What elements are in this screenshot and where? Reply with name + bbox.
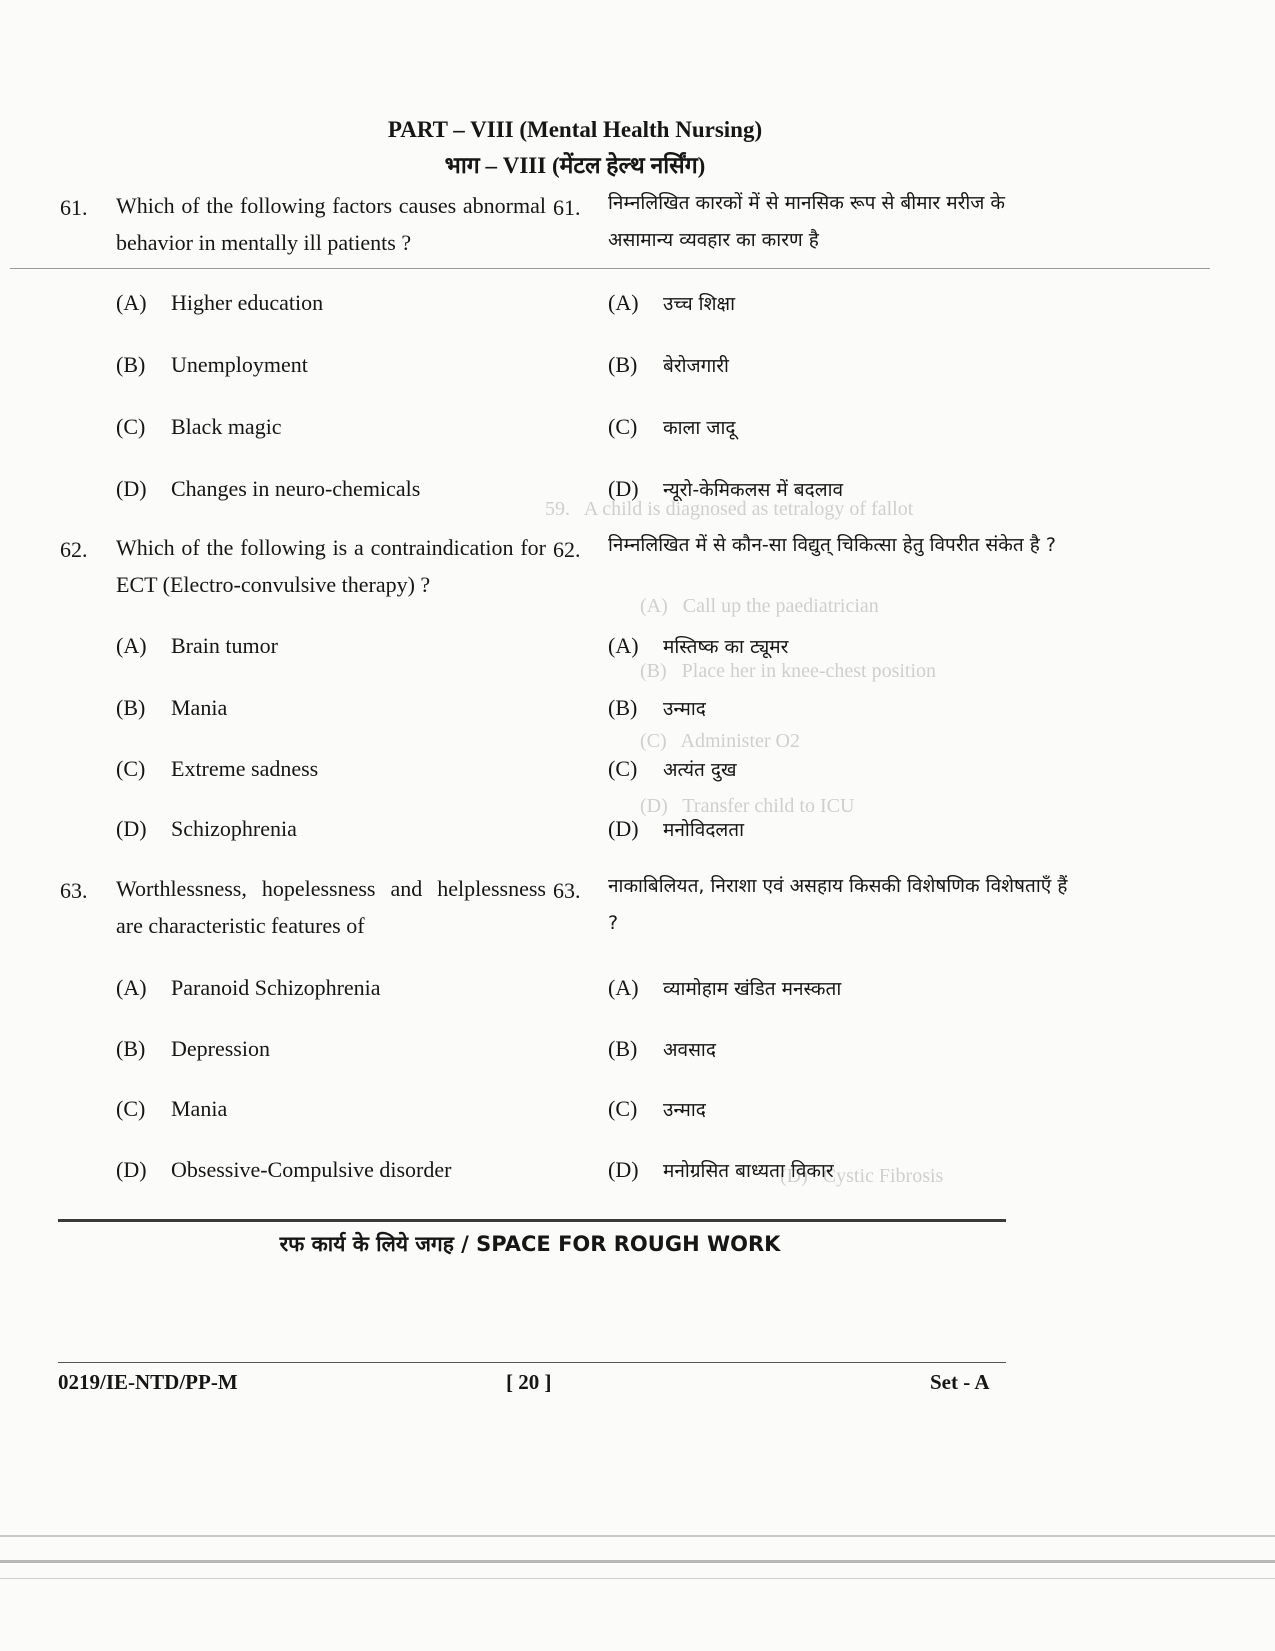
show-through-text: (D) Transfer child to ICU (640, 795, 855, 817)
question-number-en: 63. (60, 878, 88, 903)
show-through-text: (D) Cystic Fibrosis (780, 1165, 944, 1187)
option-b-en (116, 695, 227, 721)
option-text: Unemployment (171, 352, 308, 377)
question-text-hi: नाकाबिलियत, निराशा एवं असहाय किसकी विशेषणिक विशेषताएँ हैं ? (608, 875, 1068, 934)
option-a-en (116, 633, 278, 659)
option-text: उच्च शिक्षा (663, 293, 736, 315)
option-letter: (A) (116, 633, 147, 658)
option-letter: (D) (608, 816, 639, 841)
option-letter: (C) (608, 414, 638, 439)
option-b-en (116, 352, 308, 378)
option-text: Mania (171, 1096, 228, 1121)
option-text: Extreme sadness (171, 756, 319, 781)
option-letter: (D) (116, 816, 147, 841)
question-number-hi: 62. (553, 537, 581, 562)
option-letter: (B) (608, 1036, 638, 1061)
option-text: Mania (171, 695, 228, 720)
option-letter: (A) (116, 290, 147, 315)
option-letter: (B) (116, 695, 146, 720)
option-letter: (D) (116, 1157, 147, 1182)
option-c-hi (608, 414, 735, 440)
option-letter: (B) (608, 352, 638, 377)
option-a-en (116, 290, 323, 316)
option-d-hi (608, 1157, 834, 1183)
option-letter: (B) (608, 695, 638, 720)
question-number-hi: 63. (553, 878, 581, 903)
option-letter: (C) (608, 1096, 638, 1121)
question-text-en: Which of the following factors causes abnormal behavior in mentally ill patients ? (116, 193, 546, 255)
option-letter: (B) (116, 1036, 146, 1061)
option-letter: (A) (116, 975, 147, 1000)
option-b-hi (608, 1036, 716, 1062)
part-title-hi: भाग – VIII (मेंटल हेल्थ नर्सिंग) (444, 153, 706, 178)
option-letter: (C) (608, 756, 638, 781)
question-number-hi: 61. (553, 195, 581, 220)
option-c-en (116, 1096, 227, 1122)
option-text: Brain tumor (171, 633, 278, 658)
option-text: Higher education (171, 290, 324, 315)
option-letter: (A) (608, 633, 639, 658)
rough-work-label: रफ कार्य के लिये जगह / SPACE FOR ROUGH WORK (279, 1232, 781, 1256)
scan-edge-line (0, 1560, 1275, 1563)
scan-edge-line (0, 1535, 1275, 1537)
option-letter: (A) (608, 975, 639, 1000)
option-b-en (116, 1036, 270, 1062)
option-d-en (116, 476, 420, 502)
option-letter: (B) (116, 352, 146, 377)
option-letter: (A) (608, 290, 639, 315)
option-b-hi (608, 695, 706, 721)
option-text: उन्माद (663, 1099, 706, 1121)
option-text: मस्तिष्क का ट्यूमर (663, 636, 789, 658)
show-through-text: (B) Place her in knee-chest position (640, 660, 937, 682)
option-text: उन्माद (663, 698, 706, 720)
option-letter: (C) (116, 1096, 146, 1121)
option-text: बेरोजगारी (663, 355, 729, 377)
option-c-en (116, 756, 318, 782)
option-text: Paranoid Schizophrenia (171, 975, 381, 1000)
option-text: Changes in neuro-chemicals (171, 476, 421, 501)
option-letter: (C) (116, 414, 146, 439)
option-text: Obsessive-Compulsive disorder (171, 1157, 452, 1182)
question-text-hi: निम्नलिखित में से कौन-सा विद्युत् चिकित्सा हेतु विपरीत संकेत है ? (608, 534, 1056, 556)
option-text: अवसाद (663, 1039, 716, 1061)
option-text: Schizophrenia (171, 816, 297, 841)
page-number: [ 20 ] (506, 1370, 552, 1394)
question-text-hi: निम्नलिखित कारकों में से मानसिक रूप से बीमार मरीज के असामान्य व्यवहार का कारण है (608, 192, 1006, 251)
part-title-en: PART – VIII (Mental Health Nursing) (387, 117, 763, 142)
option-a-hi (608, 975, 841, 1001)
option-text: Black magic (171, 414, 282, 439)
option-d-en (116, 1157, 451, 1183)
option-text: मनोविदलता (663, 819, 745, 841)
set-label: Set - A (930, 1370, 990, 1394)
scan-edge-line (0, 1578, 1275, 1579)
show-through-text: 59. A child is diagnosed as tetralogy of fallot (545, 498, 914, 520)
rough-work-divider (58, 1219, 1006, 1222)
option-text: Depression (171, 1036, 270, 1061)
option-d-en (116, 816, 297, 842)
option-c-hi (608, 1096, 706, 1122)
option-text: काला जादू (663, 417, 736, 439)
option-letter: (D) (608, 1157, 639, 1182)
question-text-en: Worthlessness, hopelessness and helplessness are characteristic features of (116, 876, 546, 938)
option-d-hi (608, 476, 843, 502)
option-text: मनोग्रसित बाध्यता विकार (663, 1160, 834, 1182)
option-a-hi (608, 290, 735, 316)
option-a-hi (608, 633, 788, 659)
show-through-text: (A) Call up the paediatrician (640, 595, 879, 617)
option-c-hi (608, 756, 737, 782)
divider (10, 268, 1210, 269)
footer-divider (58, 1362, 1006, 1363)
question-number-en: 62. (60, 537, 88, 562)
option-letter: (D) (116, 476, 147, 501)
option-text: अत्यंत दुख (663, 759, 737, 781)
show-through-text: (C) Administer O2 (640, 730, 800, 752)
option-text: न्यूरो-केमिकलस में बदलाव (663, 479, 844, 501)
question-text-en: Which of the following is a contraindication for ECT (Electro-convulsive therapy) ? (116, 535, 546, 597)
paper-code: 0219/IE-NTD/PP-M (58, 1370, 238, 1394)
option-a-en (116, 975, 381, 1001)
option-d-hi (608, 816, 744, 842)
option-letter: (C) (116, 756, 146, 781)
question-number-en: 61. (60, 195, 88, 220)
option-text: व्यामोहाम खंडित मनस्कता (663, 978, 842, 1000)
option-c-en (116, 414, 282, 440)
option-b-hi (608, 352, 729, 378)
option-letter: (D) (608, 476, 639, 501)
